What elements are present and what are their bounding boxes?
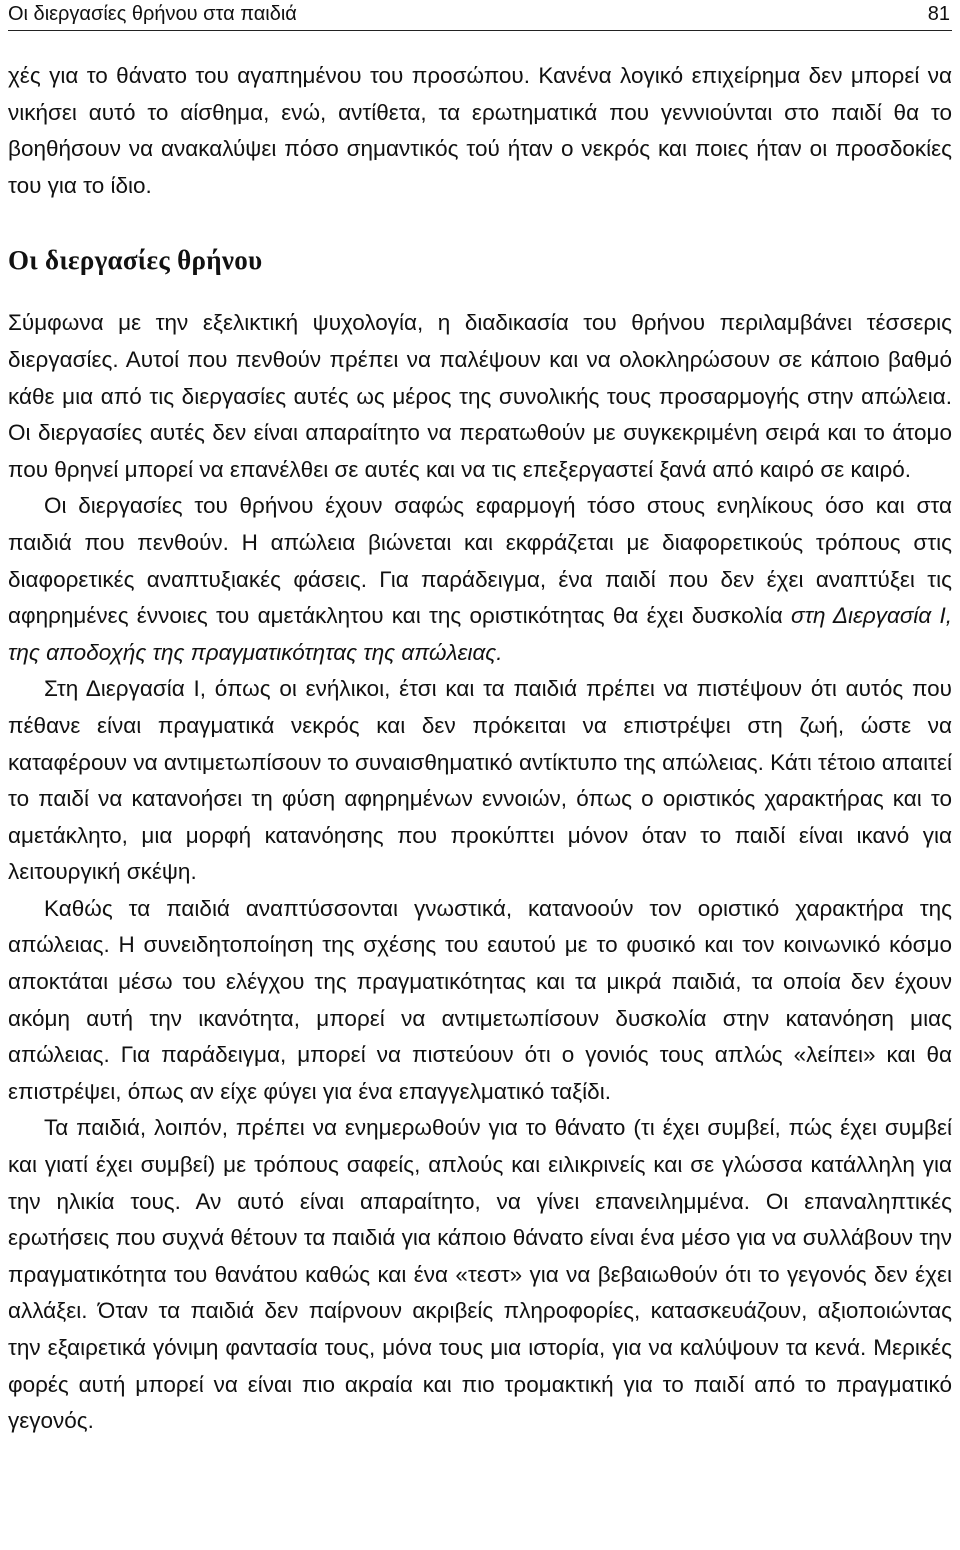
- paragraph: Σύμφωνα με την εξελικτική ψυχολογία, η διαδικασία του θρήνου περιλαμβάνει τέσσερις διεργασίες. Αυτοί που πενθούν πρέπει να παλέψουν και να ολοκληρώσουν σε κάποιο βαθμό κάθε μια από τις διεργασίες αυτές ως μέρος της συνολικής τους προσαρμογής στην απώλεια. Οι διεργασίες αυτές δεν είναι απαραίτητο να περατωθούν με συγκεκριμένη σειρά και το άτομο που θρηνεί μπορεί να επανέλθει σε αυτές και να τις επεξεργαστεί ξανά από καιρό σε καιρό.: [8, 310, 952, 482]
- paragraph: Καθώς τα παιδιά αναπτύσσονται γνωστικά, κατανοούν τον οριστικό χαρακτήρα της απώλειας. Η συνειδητοποίηση της σχέσης του εαυτού με το φυσικό και τον κοινωνικό κόσμο αποκτάται μέσω του ελέγχου της πραγματικότητας και τα μικρά παιδιά, τα οποία δεν έχουν ακόμη αυτή την ικανότητα, μπορεί να αντιμετωπίσουν δυσκολία στην κατανόηση μιας απώλειας. Για παράδειγμα, μπορεί να πιστεύουν ότι ο γονιός τους απλώς «λείπει» και θα επιστρέψει, όπως αν είχε φύγει για ένα επαγγελματικό ταξίδι.: [8, 895, 952, 1104]
- paragraph: Στη Διεργασία Ι, όπως οι ενήλικοι, έτσι και τα παιδιά πρέπει να πιστέψουν ότι αυτός που πέθανε είναι πραγματικά νεκρός και δεν πρόκειται να επιστρέψει στη ζωή, ώστε να καταφέρουν να αντιμετωπίσουν το συναισθηματικό αντίκτυπο της απώλειας. Κάτι τέτοιο απαιτεί το παιδί να κατανοήσει τη φύση αφηρημένων εννοιών, όπως ο οριστικός χαρακτήρας και το αμετάκλητο, μια μορφή κατανόησης που προκύπτει μόνον όταν το παιδί είναι ικανό για λειτουργική σκέψη.: [8, 676, 952, 885]
- running-header: [8, 0, 952, 31]
- paragraph: Τα παιδιά, λοιπόν, πρέπει να ενημερωθούν για το θάνατο (τι έχει συμβεί, πώς έχει συμβεί και γιατί έχει συμβεί) με τρόπους σαφείς, απλούς και ειλικρινείς και σε γλώσσα κατάλληλη για την ηλικία τους. Αν αυτό είναι απαραίτητο, να γίνει επανειλημμένα. Οι επαναληπτικές ερωτήσεις που συχνά θέτουν τα παιδιά για κάποιο θάνατο είναι ένα μέσο για να συλλάβουν την πραγματικότητα του θανάτου καθώς και ένα «τεστ» για να βεβαιωθούν ότι το γεγονός δεν έχει αλλάξει. Όταν τα παιδιά δεν παίρνουν ακριβείς πληροφορίες, κατασκευάζουν, αξιοποιώντας την εξαιρετικά γόνιμη φαντασία τους, μόνα τους μια ιστορία, για να καλύψουν τα κενά. Μερικές φορές αυτή μπορεί να είναι πιο ακραία και πιο τρομακτική για το παιδί από το πραγματικό γεγονός.: [8, 1115, 952, 1434]
- running-title: Οι διεργασίες θρήνου στα παιδιά: [8, 3, 297, 25]
- paragraph: [8, 488, 952, 671]
- italic-phrase: στη Διεργασία Ι, της αποδοχής της πραγματικότητας της απώλειας.: [8, 603, 952, 665]
- paragraph-continued: χές για το θάνατο του αγαπημένου του προσώπου. Κανένα λογικό επιχείρημα δεν μπορεί να νικήσει αυτό το αίσθημα, ενώ, αντίθετα, τα ερωτηματικά που γεννιούνται στο παιδί θα το βοηθήσουν να ανακαλύψει πόσο σημαντικός τού ήταν ο νεκρός και ποιες ήταν οι προσδοκίες του για το ίδιο.: [8, 63, 952, 198]
- page-number: 81: [927, 3, 950, 25]
- section-heading: Οι διεργασίες θρήνου: [8, 245, 263, 276]
- paragraph-text: Οι διεργασίες του θρήνου έχουν σαφώς εφαρμογή τόσο στους ενηλίκους όσο και στα παιδιά που πενθούν. Η απώλεια βιώνεται και εκφράζεται με διαφορετικούς τρόπους στις διαφορετικές αναπτυξιακές φάσεις. Για παράδειγμα, ένα παιδί που δεν έχει αναπτύξει τις αφηρημένες έννοιες του αμετάκλητου και της οριστικότητας θα έχει δυσκολία: [8, 493, 952, 629]
- page-body: [8, 58, 952, 1440]
